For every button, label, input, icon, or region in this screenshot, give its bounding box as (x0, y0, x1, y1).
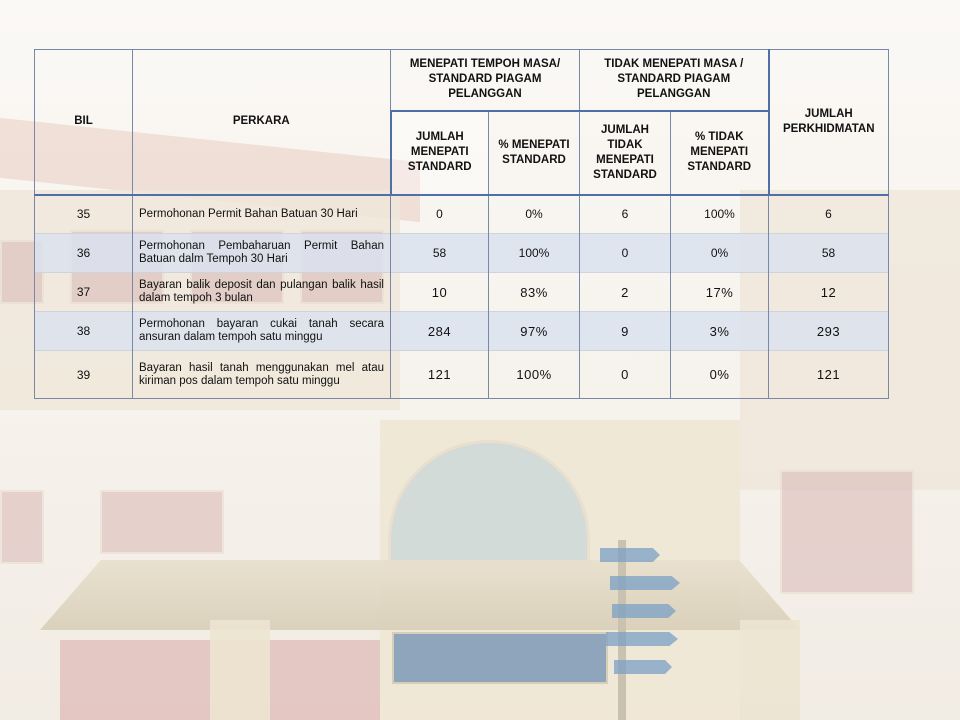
cell-perkara: Bayaran balik deposit dan pulangan balik hasil dalam tempoh 3 bulan (133, 273, 391, 312)
col-header-jumlah-perkhidmatan: JUMLAH PERKHIDMATAN (769, 50, 889, 195)
cell-pct-menepati: 97% (489, 312, 580, 351)
col-header-pct-menepati: % MENEPATI STANDARD (489, 111, 580, 195)
cell-perkara: Permohonan Permit Bahan Batuan 30 Hari (133, 195, 391, 234)
cell-jumlah: 58 (769, 234, 889, 273)
cell-jumlah-menepati: 121 (391, 351, 489, 399)
cell-pct-menepati: 100% (489, 351, 580, 399)
cell-jumlah-menepati: 284 (391, 312, 489, 351)
cell-jumlah-tidak: 0 (580, 351, 671, 399)
cell-pct-tidak: 0% (671, 234, 769, 273)
cell-jumlah-menepati: 58 (391, 234, 489, 273)
table-row (35, 351, 889, 399)
col-header-perkara: PERKARA (133, 50, 391, 195)
cell-pct-tidak: 17% (671, 273, 769, 312)
cell-bil: 37 (35, 273, 133, 312)
building-sign (392, 632, 608, 684)
cell-jumlah-tidak: 0 (580, 234, 671, 273)
cell-bil: 36 (35, 234, 133, 273)
cell-perkara: Permohonan Pembaharuan Permit Bahan Batuan dalm Tempoh 30 Hari (133, 234, 391, 273)
group-header-tidak-menepati: TIDAK MENEPATI MASA / STANDARD PIAGAM PELANGGAN (580, 50, 769, 111)
col-header-pct-tidak: % TIDAK MENEPATI STANDARD (671, 111, 769, 195)
col-header-jumlah-tidak: JUMLAH TIDAK MENEPATI STANDARD (580, 111, 671, 195)
table-row (35, 312, 889, 351)
cell-perkara: Bayaran hasil tanah menggunakan mel atau kiriman pos dalam tempoh satu minggu (133, 351, 391, 399)
cell-pct-tidak: 0% (671, 351, 769, 399)
cell-jumlah: 293 (769, 312, 889, 351)
cell-perkara: Permohonan bayaran cukai tanah secara ansuran dalam tempoh satu minggu (133, 312, 391, 351)
cell-jumlah-tidak: 9 (580, 312, 671, 351)
cell-jumlah-menepati: 0 (391, 195, 489, 234)
service-standard-table (34, 49, 889, 399)
cell-pct-tidak: 3% (671, 312, 769, 351)
cell-pct-menepati: 83% (489, 273, 580, 312)
cell-bil: 39 (35, 351, 133, 399)
table-row (35, 273, 889, 312)
cell-pct-menepati: 100% (489, 234, 580, 273)
cell-jumlah-tidak: 2 (580, 273, 671, 312)
group-header-menepati: MENEPATI TEMPOH MASA/ STANDARD PIAGAM PELANGGAN (391, 50, 580, 111)
table-row (35, 234, 889, 273)
col-header-bil: BIL (35, 50, 133, 195)
cell-jumlah: 6 (769, 195, 889, 234)
cell-jumlah-menepati: 10 (391, 273, 489, 312)
cell-jumlah: 121 (769, 351, 889, 399)
cell-pct-tidak: 100% (671, 195, 769, 234)
cell-pct-menepati: 0% (489, 195, 580, 234)
cell-jumlah-tidak: 6 (580, 195, 671, 234)
col-header-jumlah-menepati: JUMLAH MENEPATI STANDARD (391, 111, 489, 195)
cell-jumlah: 12 (769, 273, 889, 312)
cell-bil: 38 (35, 312, 133, 351)
cell-bil: 35 (35, 195, 133, 234)
table-row (35, 195, 889, 234)
